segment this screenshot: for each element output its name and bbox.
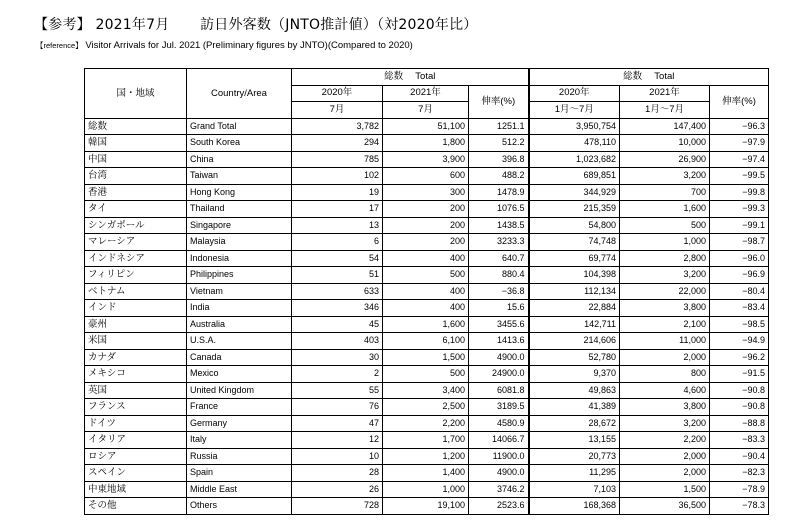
table-row: [85, 283, 769, 300]
cell-2021-july: 51,100: [383, 118, 469, 135]
cell-country-en: China: [187, 151, 292, 168]
cell-cumulative-growth-rate: −94.9: [710, 333, 769, 350]
cell-growth-rate: 4900.0: [469, 349, 529, 366]
cell-country-en: Hong Kong: [187, 184, 292, 201]
cell-2021-july: 2,500: [383, 399, 469, 416]
cell-2021-jan-jul: 11,000: [620, 333, 710, 350]
cell-2020-jan-jul: 7,103: [529, 481, 620, 498]
cell-2021-jan-jul: 3,800: [620, 399, 710, 416]
cell-cumulative-growth-rate: −97.4: [710, 151, 769, 168]
title-main: 訪日外客数（JNTO推計値）（対2020年比）: [200, 17, 478, 33]
cell-cumulative-growth-rate: −78.9: [710, 481, 769, 498]
cell-2021-july: 600: [383, 168, 469, 185]
cell-2020-jan-jul: 1,023,682: [529, 151, 620, 168]
cell-2021-july: 2,200: [383, 415, 469, 432]
cell-country-jp: 米国: [85, 333, 187, 350]
cell-2020-jan-jul: 142,711: [529, 316, 620, 333]
header-2020-month: [292, 85, 383, 102]
cell-2020-jan-jul: 74,748: [529, 234, 620, 251]
table-row: [85, 465, 769, 482]
title-bracket: 【参考】: [34, 17, 91, 33]
cell-cumulative-growth-rate: −82.3: [710, 465, 769, 482]
cell-growth-rate: 1251.1: [469, 118, 529, 135]
table-row: [85, 151, 769, 168]
cell-cumulative-growth-rate: −98.5: [710, 316, 769, 333]
cell-2021-jan-jul: 2,200: [620, 432, 710, 449]
cell-growth-rate: 14066.7: [469, 432, 529, 449]
cell-2020-july: 294: [292, 135, 383, 152]
cell-country-jp: 台湾: [85, 168, 187, 185]
cell-country-jp: 中国: [85, 151, 187, 168]
cell-cumulative-growth-rate: −99.3: [710, 201, 769, 218]
title-month: 2021年7月: [95, 17, 170, 33]
cell-country-jp: 中東地域: [85, 481, 187, 498]
cell-cumulative-growth-rate: −96.0: [710, 250, 769, 267]
cell-2021-july: 1,500: [383, 349, 469, 366]
cell-cumulative-growth-rate: −78.3: [710, 498, 769, 515]
cell-2021-jan-jul: 1,500: [620, 481, 710, 498]
cell-2021-july: 1,700: [383, 432, 469, 449]
header-2021-cum-year: 2021年: [649, 87, 680, 99]
cell-2021-jan-jul: 2,800: [620, 250, 710, 267]
header-group-cumulative: 総数 Total: [529, 69, 769, 86]
cell-2020-july: 76: [292, 399, 383, 416]
cell-country-jp: その他: [85, 498, 187, 515]
cell-growth-rate: 488.2: [469, 168, 529, 185]
cell-country-jp: 総数: [85, 118, 187, 135]
cell-country-jp: フィリピン: [85, 267, 187, 284]
cell-country-jp: ロシア: [85, 448, 187, 465]
cell-country-en: U.S.A.: [187, 333, 292, 350]
table-row: [85, 498, 769, 515]
cell-country-en: United Kingdom: [187, 382, 292, 399]
cell-country-en: France: [187, 399, 292, 416]
cell-2020-jan-jul: 168,368: [529, 498, 620, 515]
visitor-table: [84, 68, 769, 515]
cell-2020-jan-jul: 28,672: [529, 415, 620, 432]
table-row: [85, 366, 769, 383]
cell-country-en: Philippines: [187, 267, 292, 284]
cell-country-jp: 英国: [85, 382, 187, 399]
header-group-monthly: 総数 Total: [292, 69, 529, 86]
cell-2020-jan-jul: 9,370: [529, 366, 620, 383]
subtitle-tag: 【reference】: [36, 41, 83, 50]
cell-2020-jan-jul: 214,606: [529, 333, 620, 350]
cell-growth-rate: 880.4: [469, 267, 529, 284]
header-2020-cum-range: 1月～7月: [529, 102, 620, 119]
cell-2020-july: 403: [292, 333, 383, 350]
cell-2020-july: 19: [292, 184, 383, 201]
cell-2021-jan-jul: 3,800: [620, 300, 710, 317]
header-2021-cum: [620, 85, 710, 102]
header-2021-cum-range: 1月～7月: [620, 102, 710, 119]
cell-cumulative-growth-rate: −88.8: [710, 415, 769, 432]
cell-country-en: Germany: [187, 415, 292, 432]
cell-2020-july: 26: [292, 481, 383, 498]
cell-country-jp: メキシコ: [85, 366, 187, 383]
cell-2021-july: 3,400: [383, 382, 469, 399]
subtitle-text: Visitor Arrivals for Jul. 2021 (Preliminary figures by JNTO)(Compared to 2020): [85, 40, 413, 51]
page-title: [34, 14, 477, 34]
cell-2020-july: 633: [292, 283, 383, 300]
cell-cumulative-growth-rate: −99.8: [710, 184, 769, 201]
cell-2020-july: 346: [292, 300, 383, 317]
cell-2021-jan-jul: 3,200: [620, 415, 710, 432]
cell-cumulative-growth-rate: −99.5: [710, 168, 769, 185]
cell-2021-jan-jul: 1,600: [620, 201, 710, 218]
cell-country-jp: スペイン: [85, 465, 187, 482]
header-2021-year: 2021年: [410, 87, 441, 99]
cell-2021-july: 200: [383, 234, 469, 251]
cell-2021-jan-jul: 10,000: [620, 135, 710, 152]
cell-2021-jan-jul: 2,000: [620, 448, 710, 465]
cell-2021-july: 300: [383, 184, 469, 201]
cell-2021-july: 500: [383, 366, 469, 383]
table-row: [85, 118, 769, 135]
cell-2020-july: 55: [292, 382, 383, 399]
cell-2021-july: 500: [383, 267, 469, 284]
header-2020-month-label: 7月: [292, 102, 383, 119]
cell-growth-rate: 2523.6: [469, 498, 529, 515]
cell-2020-july: 45: [292, 316, 383, 333]
cell-2020-jan-jul: 20,773: [529, 448, 620, 465]
cell-2020-july: 51: [292, 267, 383, 284]
cell-country-en: Australia: [187, 316, 292, 333]
cell-country-en: Vietnam: [187, 283, 292, 300]
cell-cumulative-growth-rate: −83.3: [710, 432, 769, 449]
cell-growth-rate: −36.8: [469, 283, 529, 300]
cell-growth-rate: 4580.9: [469, 415, 529, 432]
cell-growth-rate: 640.7: [469, 250, 529, 267]
cell-country-jp: インドネシア: [85, 250, 187, 267]
cell-2020-july: 2: [292, 366, 383, 383]
cell-2021-july: 400: [383, 283, 469, 300]
cell-growth-rate: 1438.5: [469, 217, 529, 234]
cell-growth-rate: 512.2: [469, 135, 529, 152]
cell-country-jp: ドイツ: [85, 415, 187, 432]
cell-2021-july: 3,900: [383, 151, 469, 168]
header-2021-month-label: 7月: [383, 102, 469, 119]
header-2020-cum: [529, 85, 620, 102]
cell-2020-jan-jul: 689,851: [529, 168, 620, 185]
table-row: [85, 432, 769, 449]
cell-country-en: Italy: [187, 432, 292, 449]
cell-country-jp: タイ: [85, 201, 187, 218]
cell-2020-july: 54: [292, 250, 383, 267]
cell-country-jp: ベトナム: [85, 283, 187, 300]
cell-2020-jan-jul: 478,110: [529, 135, 620, 152]
cell-2020-jan-jul: 11,295: [529, 465, 620, 482]
cell-2020-july: 13: [292, 217, 383, 234]
cell-2020-jan-jul: 112,134: [529, 283, 620, 300]
cell-country-jp: 豪州: [85, 316, 187, 333]
cell-2020-jan-jul: 22,884: [529, 300, 620, 317]
cell-2021-jan-jul: 2,000: [620, 349, 710, 366]
cell-2020-july: 6: [292, 234, 383, 251]
cell-country-en: Russia: [187, 448, 292, 465]
table-row: [85, 267, 769, 284]
cell-country-jp: 香港: [85, 184, 187, 201]
table-body: [85, 118, 769, 514]
cell-2021-jan-jul: 22,000: [620, 283, 710, 300]
table-row: [85, 316, 769, 333]
cell-cumulative-growth-rate: −98.7: [710, 234, 769, 251]
cell-country-en: Taiwan: [187, 168, 292, 185]
cell-2021-jan-jul: 2,000: [620, 465, 710, 482]
cell-2020-july: 3,782: [292, 118, 383, 135]
cell-2021-july: 1,200: [383, 448, 469, 465]
cell-growth-rate: 3746.2: [469, 481, 529, 498]
cell-country-en: India: [187, 300, 292, 317]
cell-2020-july: 10: [292, 448, 383, 465]
cell-2020-july: 102: [292, 168, 383, 185]
table-row: [85, 250, 769, 267]
cell-2020-jan-jul: 54,800: [529, 217, 620, 234]
header-country-jp: 国・地域: [85, 69, 187, 119]
cell-2021-jan-jul: 3,200: [620, 168, 710, 185]
cell-2020-jan-jul: 52,780: [529, 349, 620, 366]
cell-growth-rate: 15.6: [469, 300, 529, 317]
cell-cumulative-growth-rate: −90.4: [710, 448, 769, 465]
cell-growth-rate: 6081.8: [469, 382, 529, 399]
table-row: [85, 333, 769, 350]
cell-2020-jan-jul: 13,155: [529, 432, 620, 449]
header-rate-monthly: 伸率(%): [469, 85, 529, 118]
table-row: [85, 234, 769, 251]
cell-cumulative-growth-rate: −96.9: [710, 267, 769, 284]
table-row: [85, 184, 769, 201]
cell-country-en: Mexico: [187, 366, 292, 383]
cell-2021-july: 400: [383, 300, 469, 317]
header-rate-cumulative: 伸率(%): [710, 85, 769, 118]
cell-country-en: Others: [187, 498, 292, 515]
cell-2020-july: 30: [292, 349, 383, 366]
cell-2021-jan-jul: 147,400: [620, 118, 710, 135]
cell-2021-jan-jul: 700: [620, 184, 710, 201]
cell-cumulative-growth-rate: −80.4: [710, 283, 769, 300]
cell-country-en: Singapore: [187, 217, 292, 234]
table-row: [85, 382, 769, 399]
cell-2020-jan-jul: 49,863: [529, 382, 620, 399]
table-row: [85, 135, 769, 152]
cell-2021-july: 1,000: [383, 481, 469, 498]
cell-2020-july: 12: [292, 432, 383, 449]
cell-country-en: Middle East: [187, 481, 292, 498]
cell-2021-july: 200: [383, 201, 469, 218]
cell-2020-jan-jul: 215,359: [529, 201, 620, 218]
cell-2020-july: 17: [292, 201, 383, 218]
table-row: [85, 300, 769, 317]
table-row: [85, 217, 769, 234]
header-2021-month: [383, 85, 469, 102]
cell-country-jp: フランス: [85, 399, 187, 416]
cell-country-en: Canada: [187, 349, 292, 366]
cell-country-en: Spain: [187, 465, 292, 482]
cell-2020-jan-jul: 104,398: [529, 267, 620, 284]
cell-2021-jan-jul: 800: [620, 366, 710, 383]
cell-2021-july: 1,800: [383, 135, 469, 152]
cell-growth-rate: 1413.6: [469, 333, 529, 350]
cell-growth-rate: 396.8: [469, 151, 529, 168]
cell-2020-jan-jul: 3,950,754: [529, 118, 620, 135]
cell-growth-rate: 4900.0: [469, 465, 529, 482]
cell-2020-july: 28: [292, 465, 383, 482]
cell-2021-jan-jul: 2,100: [620, 316, 710, 333]
table-row: [85, 168, 769, 185]
cell-country-jp: カナダ: [85, 349, 187, 366]
subtitle: [36, 40, 413, 51]
cell-growth-rate: 3189.5: [469, 399, 529, 416]
table-row: [85, 399, 769, 416]
cell-2020-july: 728: [292, 498, 383, 515]
table-row: [85, 481, 769, 498]
cell-growth-rate: 3455.6: [469, 316, 529, 333]
cell-2021-jan-jul: 26,900: [620, 151, 710, 168]
cell-growth-rate: 3233.3: [469, 234, 529, 251]
cell-country-jp: マレーシア: [85, 234, 187, 251]
cell-cumulative-growth-rate: −90.8: [710, 382, 769, 399]
cell-2021-july: 200: [383, 217, 469, 234]
cell-2021-july: 400: [383, 250, 469, 267]
cell-2021-jan-jul: 4,600: [620, 382, 710, 399]
cell-country-en: Grand Total: [187, 118, 292, 135]
table-row: [85, 415, 769, 432]
cell-2020-jan-jul: 69,774: [529, 250, 620, 267]
cell-2021-jan-jul: 1,000: [620, 234, 710, 251]
cell-cumulative-growth-rate: −90.8: [710, 399, 769, 416]
cell-cumulative-growth-rate: −99.1: [710, 217, 769, 234]
cell-country-en: Thailand: [187, 201, 292, 218]
cell-2021-jan-jul: 3,200: [620, 267, 710, 284]
table-row: [85, 201, 769, 218]
cell-country-en: South Korea: [187, 135, 292, 152]
header-country-en: Country/Area: [187, 69, 292, 119]
cell-growth-rate: 11900.0: [469, 448, 529, 465]
cell-growth-rate: 1478.9: [469, 184, 529, 201]
header-2020-cum-year: 2020年: [558, 87, 590, 99]
cell-2020-jan-jul: 344,929: [529, 184, 620, 201]
cell-2020-jan-jul: 41,389: [529, 399, 620, 416]
cell-2021-jan-jul: 500: [620, 217, 710, 234]
cell-country-jp: イタリア: [85, 432, 187, 449]
cell-country-jp: インド: [85, 300, 187, 317]
cell-country-en: Malaysia: [187, 234, 292, 251]
cell-2021-july: 1,400: [383, 465, 469, 482]
cell-cumulative-growth-rate: −91.5: [710, 366, 769, 383]
cell-country-jp: シンガポール: [85, 217, 187, 234]
cell-2021-jan-jul: 36,500: [620, 498, 710, 515]
cell-cumulative-growth-rate: −83.4: [710, 300, 769, 317]
cell-cumulative-growth-rate: −96.3: [710, 118, 769, 135]
cell-country-en: Indonesia: [187, 250, 292, 267]
cell-2021-july: 1,600: [383, 316, 469, 333]
table-row: [85, 349, 769, 366]
cell-cumulative-growth-rate: −97.9: [710, 135, 769, 152]
cell-cumulative-growth-rate: −96.2: [710, 349, 769, 366]
cell-country-jp: 韓国: [85, 135, 187, 152]
cell-2020-july: 785: [292, 151, 383, 168]
cell-2021-july: 19,100: [383, 498, 469, 515]
header-2020-year: 2020年: [321, 87, 353, 99]
cell-2021-july: 6,100: [383, 333, 469, 350]
table-row: [85, 448, 769, 465]
cell-growth-rate: 1076.5: [469, 201, 529, 218]
cell-2020-july: 47: [292, 415, 383, 432]
cell-growth-rate: 24900.0: [469, 366, 529, 383]
